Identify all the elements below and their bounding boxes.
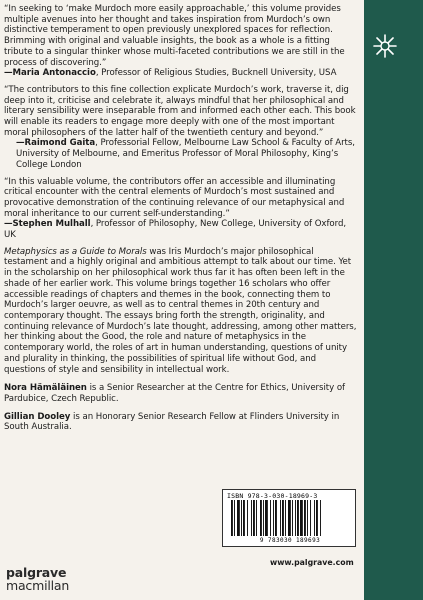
author-name: Gillian Dooley <box>4 411 71 422</box>
quote-text: “In this valuable volume, the contributors offer an accessible and illuminating critical encounter with the central elements of Murdoch’s most sustained and provocative demonstration of the continuing relevance of our metaphysical and moral inheritance to our current self-understanding.” <box>4 176 345 219</box>
author-bio: is a Senior Researcher at the Centre for Ethics, University of Pardubice, Czech Republic. <box>4 383 346 404</box>
description-text: was Iris Murdoch’s major philosophical testament and a highly original and ambitious attempt to talk about our time. Yet in the scholarship on her philosophical work thus far it has often been left in the shade of her earlier work. This volume brings together 16 scholars who offer accessible readings of chapters and themes in the book, connecting them to Murdoch’s larger oeuvre, as well as to central themes in 20th century and contemporary thought. The essays bring forth the strength, originality, and continuing relevance of Murdoch’s late thought, addressing, among other matters, her thinking about the Good, the role and nature of metaphysics in the contemporary world, the roles of art in human understanding, questions of unity and plurality in thinking, the possibilities of spiritual life without God, and questions of style and sensibility in intellectual work. <box>4 246 357 375</box>
author-bio: is an Honorary Senior Research Fellow at Flinders University in South Australia. <box>4 411 340 433</box>
author-bio-2 <box>4 412 358 433</box>
spine-emblem-icon <box>370 31 400 61</box>
isbn-label: ISBN 978-3-030-18969-3 <box>227 492 318 500</box>
quote-role: , Professor of Philosophy, New College, University of Oxford, UK <box>4 219 347 241</box>
barcode-digits: 9 783030 189693 <box>259 537 321 544</box>
isbn-barcode-box <box>222 489 356 547</box>
quote-2 <box>4 85 358 171</box>
quote-role: , Professor of Religious Studies, Bucknell University, USA <box>95 68 337 79</box>
spine-strip <box>364 0 423 600</box>
publisher-name-line2: macmillan <box>6 578 70 593</box>
quote-role: , Professorial Fellow, Melbourne Law School & Faculty of Arts, University of Melbourne, and Emeritus Professor of Moral Philosophy, King’s College London <box>16 138 355 170</box>
publisher-url[interactable]: www.palgrave.com <box>270 558 354 567</box>
quote-text: “In seeking to ‘make Murdoch more easily approachable,’ this volume provides multiple avenues into her thought and takes inspiration from Murdoch’s own distinctive temperament to open previously unexplored spaces for reflection. Brimming with original and valuable insights, the book as a whole is a fitting tribute to a singular thinker whose multi-faceted contributions we are still in the process of discovering.” <box>4 4 345 68</box>
quote-text: “The contributors to this fine collection explicate Murdoch’s work, traverse it, dig deep into it, criticise and celebrate it, always mindful that her philosophical and literary sensibility were inseparable from and informed each other each. This book will enable its readers to engage more deeply with one of the most important moral philosophers of the latter half of the twentieth century and beyond.” <box>4 84 356 138</box>
author-bio-1 <box>4 383 358 404</box>
book-description <box>4 247 358 375</box>
author-name: Nora Hämäläinen <box>4 383 87 394</box>
quote-author: —Maria Antonaccio <box>4 68 96 79</box>
quote-author: —Raimond Gaita <box>16 138 96 149</box>
quote-3 <box>4 177 358 241</box>
quote-1 <box>4 4 358 79</box>
barcode-icon <box>225 500 355 538</box>
quote-author: —Stephen Mulhall <box>4 219 91 230</box>
publisher-logo <box>6 566 69 592</box>
publisher-name-line1: palgrave <box>6 565 67 580</box>
book-title: Metaphysics as a Guide to Morals <box>4 246 147 257</box>
